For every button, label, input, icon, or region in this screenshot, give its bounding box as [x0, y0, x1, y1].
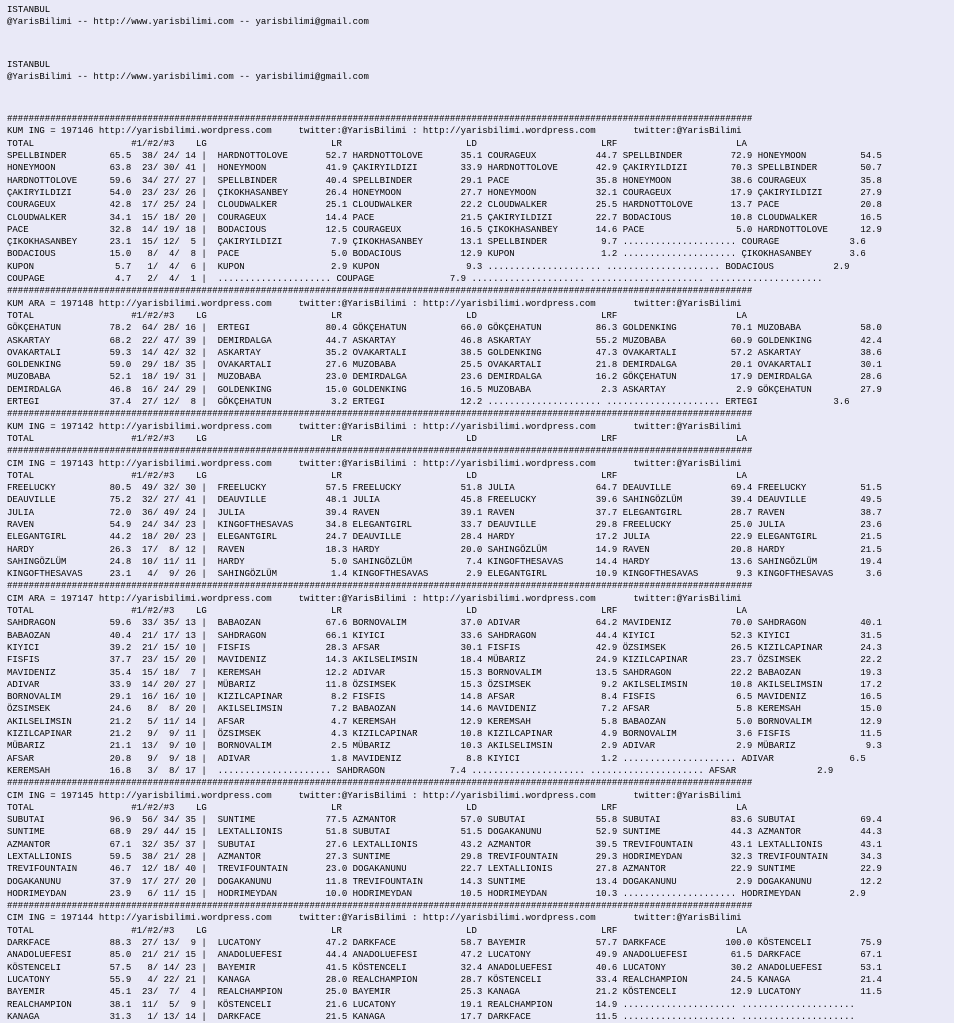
race-block-cim-ing-197145: [7, 790, 954, 901]
table-row: MUZOBABA 52.1 18/ 19/ 31 | MUZOBABA 23.0 DEMIRDALGA 23.6 DEMIRDALGA 16.2 GÖKÇEHATUN 17.9 DEMIRDALGA 28.6: [7, 372, 882, 383]
table-row: RAVEN 54.9 24/ 34/ 23 | KINGOFTHESAVAS 34.8 ELEGANTGIRL 33.7 DEAUVILLE 29.8 FREELUCKY 25.0 JULIA 23.6: [7, 519, 882, 530]
column-header-line: TOTAL #1/#2/#3 LG LR LD LRF LA: [7, 606, 747, 617]
table-row: FISFIS 37.7 23/ 15/ 20 | MAVIDENIZ 14.3 AKILSELIMSIN 18.4 MÜBARIZ 24.9 KIZILCAPINAR 23.7 ÖZSIMSEK 22.2: [7, 655, 882, 666]
table-row: LUCATONY 55.9 4/ 22/ 21 | KANAGA 28.0 REALCHAMPION 28.7 KÖSTENCELI 33.4 REALCHAMPION 24.5 KANAGA 21.4: [7, 974, 882, 985]
table-row: MAVIDENIZ 35.4 15/ 18/ 7 | KEREMSAH 12.2 ADIVAR 15.3 BORNOVALIM 13.5 SAHDRAGON 22.2 BABAOZAN 19.3: [7, 667, 882, 678]
race-title-line: CIM ING = 197144 http://yarisbilimi.wordpress.com twitter:@YarisBilimi : http://yarisbilimi.wordpress.com twitter:@YarisBilimi: [7, 913, 742, 924]
table-row: ÇAKIRYILDIZI 54.0 23/ 23/ 26 | ÇIKOKHASANBEY 26.4 HONEYMOON 27.7 HONEYMOON 32.1 COURAGEUX 17.9 ÇAKIRYILDIZI 27.9: [7, 187, 882, 198]
table-row: GÖKÇEHATUN 78.2 64/ 28/ 16 | ERTEGI 80.4 GÖKÇEHATUN 66.0 GÖKÇEHATUN 86.3 GOLDENKING 70.1 MUZOBABA 58.0: [7, 323, 882, 334]
table-row: SPELLBINDER 65.5 38/ 24/ 14 | HARDNOTTOLOVE 52.7 HARDNOTTOLOVE 35.1 COURAGEUX 44.7 SPELLBINDER 72.9 HONEYMOON 54.5: [7, 151, 882, 162]
separator-line: ##########################################################################################################################################: [7, 778, 753, 789]
table-row: KINGOFTHESAVAS 23.1 4/ 9/ 26 | SAHINGÖZLÜM 1.4 KINGOFTHESAVAS 2.9 ELEGANTGIRL 10.9 KINGOFTHESAVAS 9.3 KINGOFTHESAVAS 3.6: [7, 569, 882, 580]
table-row: ELEGANTGIRL 44.2 18/ 20/ 23 | ELEGANTGIRL 24.7 DEAUVILLE 28.4 HARDY 17.2 JULIA 22.9 ELEGANTGIRL 21.5: [7, 532, 882, 543]
table-row: SAHDRAGON 59.6 33/ 35/ 13 | BABAOZAN 67.6 BORNOVALIM 37.0 ADIVAR 64.2 MAVIDENIZ 70.0 SAHDRAGON 40.1: [7, 618, 882, 629]
race-block-cim-ing-197144: [7, 912, 954, 1023]
table-row: KÖSTENCELI 57.5 8/ 14/ 23 | BAYEMIR 41.5 KÖSTENCELI 32.4 ANADOLUEFESI 40.6 LUCATONY 30.2 ANADOLUEFESI 53.1: [7, 962, 882, 973]
page-header: [7, 4, 954, 29]
page-header: [7, 59, 954, 84]
table-row: REALCHAMPION 38.1 11/ 5/ 9 | KÖSTENCELI 21.6 LUCATONY 19.1 REALCHAMPION 14.9 ..................... .....................: [7, 999, 855, 1010]
column-header-line: TOTAL #1/#2/#3 LG LR LD LRF LA: [7, 925, 747, 936]
column-header-line: TOTAL #1/#2/#3 LG LR LD LRF LA: [7, 470, 747, 481]
table-row: ÇIKOKHASANBEY 23.1 15/ 12/ 5 | ÇAKIRYILDIZI 7.9 ÇIKOKHASANBEY 13.1 SPELLBINDER 9.7 ..................... COURAGE 3.6: [7, 237, 866, 248]
table-row: ANADOLUEFESI 85.0 21/ 21/ 15 | ANADOLUEFESI 44.4 ANADOLUEFESI 47.2 LUCATONY 49.9 ANADOLUEFESI 61.5 DARKFACE 67.1: [7, 950, 882, 961]
race-block-kum-ing-197146: [7, 125, 954, 285]
race-title-line: KUM ARA = 197148 http://yarisbilimi.wordpress.com twitter:@YarisBilimi : http://yarisbilimi.wordpress.com twitter:@YarisBilimi: [7, 298, 742, 309]
column-header-line: TOTAL #1/#2/#3 LG LR LD LRF LA: [7, 310, 747, 321]
separator-line: ##########################################################################################################################################: [7, 581, 753, 592]
header-city: ISTANBUL: [7, 59, 51, 70]
table-row: DOGAKANUNU 37.9 17/ 27/ 20 | DOGAKANUNU 11.8 TREVIFOUNTAIN 14.3 SUNTIME 13.4 DOGAKANUNU 2.9 DOGAKANUNU 12.2: [7, 876, 882, 887]
table-row: SUBUTAI 96.9 56/ 34/ 35 | SUNTIME 77.5 AZMANTOR 57.0 SUBUTAI 55.8 SUBUTAI 83.6 SUBUTAI 69.4: [7, 815, 882, 826]
table-row: KIYICI 39.2 21/ 15/ 10 | FISFIS 28.3 AFSAR 30.1 FISFIS 42.9 ÖZSIMSEK 26.5 KIZILCAPINAR 24.3: [7, 642, 882, 653]
column-header-line: TOTAL #1/#2/#3 LG LR LD LRF LA: [7, 138, 747, 149]
table-row: TREVIFOUNTAIN 46.7 12/ 18/ 40 | TREVIFOUNTAIN 23.0 DOGAKANUNU 22.7 LEXTALLIONIS 27.8 AZMANTOR 22.9 SUNTIME 22.9: [7, 864, 882, 875]
table-row: COUPAGE 4.7 2/ 4/ 1 | ..................... COUPAGE 7.9 ..................... ..................... .....................: [7, 274, 823, 285]
race-title-line: CIM ING = 197143 http://yarisbilimi.wordpress.com twitter:@YarisBilimi : http://yarisbilimi.wordpress.com twitter:@YarisBilimi: [7, 458, 742, 469]
table-row: ÖZSIMSEK 24.6 8/ 8/ 20 | AKILSELIMSIN 7.2 BABAOZAN 14.6 MAVIDENIZ 7.2 AFSAR 5.8 KEREMSAH 15.0: [7, 704, 882, 715]
separator-line: ##########################################################################################################################################: [7, 409, 753, 420]
table-row: AZMANTOR 67.1 32/ 35/ 37 | SUBUTAI 27.6 LEXTALLIONIS 43.2 AZMANTOR 39.5 TREVIFOUNTAIN 43.1 LEXTALLIONIS 43.1: [7, 839, 882, 850]
table-row: AFSAR 20.8 9/ 9/ 18 | ADIVAR 1.8 MAVIDENIZ 8.8 KIYICI 1.2 ..................... ADIVAR 6.5: [7, 753, 866, 764]
table-row: GOLDENKING 59.0 29/ 18/ 35 | OVAKARTALI 27.6 MUZOBABA 25.5 OVAKARTALI 21.8 DEMIRDALGA 20.1 OVAKARTALI 30.1: [7, 360, 882, 371]
header-city: ISTANBUL: [7, 5, 51, 15]
table-row: HONEYMOON 63.8 23/ 30/ 41 | HONEYMOON 41.9 ÇAKIRYILDIZI 33.9 HARDNOTTOLOVE 42.9 ÇAKIRYILDIZI 70.3 SPELLBINDER 50.7: [7, 163, 882, 174]
table-row: KANAGA 31.3 1/ 13/ 14 | DARKFACE 21.5 KANAGA 17.7 DARKFACE 11.5 ..................... .....................: [7, 1011, 855, 1022]
column-header-line: TOTAL #1/#2/#3 LG LR LD LRF LA: [7, 802, 747, 813]
table-row: COURAGEUX 42.8 17/ 25/ 24 | CLOUDWALKER 25.1 CLOUDWALKER 22.2 CLOUDWALKER 25.5 HARDNOTTOLOVE 13.7 PACE 20.8: [7, 200, 882, 211]
table-row: ERTEGI 37.4 27/ 12/ 8 | GÖKÇEHATUN 3.2 ERTEGI 12.2 ..................... ..................... ERTEGI 3.6: [7, 397, 850, 408]
header-contact: @YarisBilimi -- http://www.yarisbilimi.com -- yarisbilimi@gmail.com: [7, 17, 369, 28]
table-row: KIZILCAPINAR 21.2 9/ 9/ 11 | ÖZSIMSEK 4.3 KIZILCAPINAR 10.8 KIZILCAPINAR 4.9 BORNOVALIM 3.6 FISFIS 11.5: [7, 729, 882, 740]
race-block-kum-ing-197142: [7, 421, 954, 446]
table-row: HARDNOTTOLOVE 59.6 34/ 27/ 27 | SPELLBINDER 40.4 SPELLBINDER 29.1 PACE 35.8 HONEYMOON 38.6 COURAGEUX 35.8: [7, 175, 882, 186]
table-row: CLOUDWALKER 34.1 15/ 18/ 20 | COURAGEUX 14.4 PACE 21.5 ÇAKIRYILDIZI 22.7 BODACIOUS 10.8 CLOUDWALKER 16.5: [7, 212, 882, 223]
table-row: BAYEMIR 45.1 23/ 7/ 4 | REALCHAMPION 25.0 BAYEMIR 25.3 KANAGA 21.2 KÖSTENCELI 12.9 LUCATONY 11.5: [7, 987, 882, 998]
table-row: BODACIOUS 15.0 8/ 4/ 8 | PACE 5.0 BODACIOUS 12.9 KUPON 1.2 ..................... ÇIKOKHASANBEY 3.6: [7, 249, 866, 260]
table-row: BORNOVALIM 29.1 16/ 16/ 10 | KIZILCAPINAR 8.2 FISFIS 14.8 AFSAR 8.4 FISFIS 6.5 MAVIDENIZ 16.5: [7, 692, 882, 703]
separator-line: ##########################################################################################################################################: [7, 446, 753, 457]
race-title-line: KUM ING = 197142 http://yarisbilimi.wordpress.com twitter:@YarisBilimi : http://yarisbilimi.wordpress.com twitter:@YarisBilimi: [7, 421, 742, 432]
table-row: PACE 32.8 14/ 19/ 18 | BODACIOUS 12.5 COURAGEUX 16.5 ÇIKOKHASANBEY 14.6 PACE 5.0 HARDNOTTOLOVE 12.9: [7, 224, 882, 235]
race-title-line: KUM ING = 197146 http://yarisbilimi.wordpress.com twitter:@YarisBilimi : http://yarisbilimi.wordpress.com twitter:@YarisBilimi: [7, 126, 742, 137]
table-row: MÜBARIZ 21.1 13/ 9/ 10 | BORNOVALIM 2.5 MÜBARIZ 10.3 AKILSELIMSIN 2.9 ADIVAR 2.9 MÜBARIZ 9.3: [7, 741, 882, 752]
race-title-line: CIM ING = 197145 http://yarisbilimi.wordpress.com twitter:@YarisBilimi : http://yarisbilimi.wordpress.com twitter:@YarisBilimi: [7, 790, 742, 801]
separator-line: ##########################################################################################################################################: [7, 901, 753, 912]
table-row: LEXTALLIONIS 59.5 38/ 21/ 28 | AZMANTOR 27.3 SUNTIME 29.8 TREVIFOUNTAIN 29.3 HODRIMEYDAN 32.3 TREVIFOUNTAIN 34.3: [7, 852, 882, 862]
table-row: DEAUVILLE 75.2 32/ 27/ 41 | DEAUVILLE 48.1 JULIA 45.8 FREELUCKY 39.6 SAHINGÖZLÜM 39.4 DEAUVILLE 49.5: [7, 495, 882, 506]
table-row: OVAKARTALI 59.3 14/ 42/ 32 | ASKARTAY 35.2 OVAKARTALI 38.5 GOLDENKING 47.3 OVAKARTALI 57.2 ASKARTAY 38.6: [7, 347, 882, 358]
race-block-kum-ara-197148: [7, 298, 954, 409]
table-row: FREELUCKY 80.5 49/ 32/ 30 | FREELUCKY 57.5 FREELUCKY 51.8 JULIA 64.7 DEAUVILLE 69.4 FREELUCKY 51.5: [7, 483, 882, 494]
column-header-line: TOTAL #1/#2/#3 LG LR LD LRF LA: [7, 433, 747, 444]
table-row: DARKFACE 88.3 27/ 13/ 9 | LUCATONY 47.2 DARKFACE 58.7 BAYEMIR 57.7 DARKFACE 100.0 KÖSTENCELI 75.9: [7, 938, 882, 949]
table-row: BABAOZAN 40.4 21/ 17/ 13 | SAHDRAGON 66.1 KIYICI 33.6 SAHDRAGON 44.4 KIYICI 52.3 KIYICI 31.5: [7, 630, 882, 641]
race-title-line: CIM ARA = 197147 http://yarisbilimi.wordpress.com twitter:@YarisBilimi : http://yarisbilimi.wordpress.com twitter:@YarisBilimi: [7, 593, 742, 604]
table-row: ASKARTAY 68.2 22/ 47/ 39 | DEMIRDALGA 44.7 ASKARTAY 46.8 ASKARTAY 55.2 MUZOBABA 60.9 GOLDENKING 42.4: [7, 335, 882, 346]
table-row: JULIA 72.0 36/ 49/ 24 | JULIA 39.4 RAVEN 39.1 RAVEN 37.7 ELEGANTGIRL 28.7 RAVEN 38.7: [7, 507, 882, 518]
header-contact: @YarisBilimi -- http://www.yarisbilimi.com -- yarisbilimi@gmail.com: [7, 71, 369, 82]
table-row: SUNTIME 68.9 29/ 44/ 15 | LEXTALLIONIS 51.8 SUBUTAI 51.5 DOGAKANUNU 52.9 SUNTIME 44.3 AZMANTOR 44.3: [7, 827, 882, 838]
separator-line: ##########################################################################################################################################: [7, 286, 753, 297]
table-row: SAHINGÖZLÜM 24.8 10/ 11/ 11 | HARDY 5.0 SAHINGÖZLÜM 7.4 KINGOFTHESAVAS 14.4 HARDY 13.6 SAHINGÖZLÜM 19.4: [7, 556, 882, 567]
table-row: HARDY 26.3 17/ 8/ 12 | RAVEN 18.3 HARDY 20.0 SAHINGÖZLÜM 14.9 RAVEN 20.8 HARDY 21.5: [7, 544, 882, 555]
table-row: ADIVAR 33.9 14/ 20/ 27 | MÜBARIZ 11.8 ÖZSIMSEK 15.3 ÖZSIMSEK 9.2 AKILSELIMSIN 10.8 AKILSELIMSIN 17.2: [7, 679, 882, 690]
table-row: HODRIMEYDAN 23.9 6/ 11/ 15 | HODRIMEYDAN 10.0 HODRIMEYDAN 10.5 HODRIMEYDAN 10.3 ..................... HODRIMEYDAN 2.9: [7, 888, 866, 899]
table-row: AKILSELIMSIN 21.2 5/ 11/ 14 | AFSAR 4.7 KEREMSAH 12.9 KEREMSAH 5.8 BABAOZAN 5.0 BORNOVALIM 12.9: [7, 716, 882, 727]
race-block-cim-ing-197143: [7, 458, 954, 581]
table-row: KEREMSAH 16.8 3/ 8/ 17 | ..................... SAHDRAGON 7.4 ..................... ..................... AFSAR 2.9: [7, 765, 834, 776]
race-block-cim-ara-197147: [7, 593, 954, 777]
table-row: KUPON 5.7 1/ 4/ 6 | KUPON 2.9 KUPON 9.3 ..................... ..................... BODACIOUS 2.9: [7, 261, 850, 272]
table-row: DEMIRDALGA 46.8 16/ 24/ 29 | GOLDENKING 15.0 GOLDENKING 16.5 MUZOBABA 2.3 ASKARTAY 2.9 GÖKÇEHATUN 27.9: [7, 384, 882, 395]
separator-line: ##########################################################################################################################################: [7, 114, 753, 125]
